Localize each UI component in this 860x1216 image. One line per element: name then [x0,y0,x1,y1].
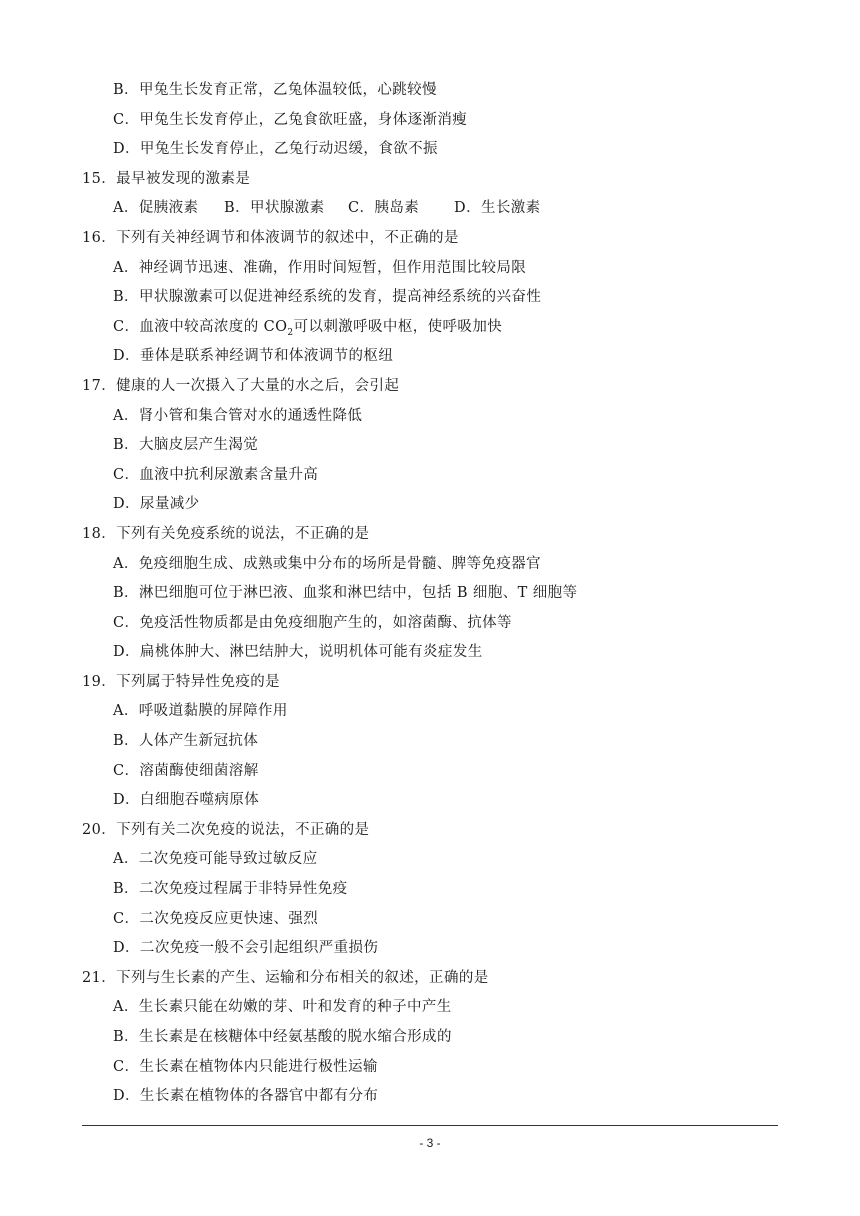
q15-option-b: B．甲状腺激素 [224,200,325,217]
q21-option-c: C．生长素在植物体内只能进行极性运输 [113,1058,378,1075]
q14-option-c: C．甲兔生长发育停止，乙兔食欲旺盛，身体逐渐消瘦 [113,111,468,128]
q15-option-c: C．胰岛素 [348,200,420,217]
q20-option-d: D．二次免疫一般不会引起组织严重损伤 [113,940,379,957]
q21-option-d: D．生长素在植物体的各器官中都有分布 [113,1088,379,1105]
q17-option-a: A．肾小管和集合管对水的通透性降低 [113,407,363,424]
q16-option-c [0,313,860,343]
q19-option-b: B．人体产生新冠抗体 [113,733,259,750]
q16-stem: 16．下列有关神经调节和体液调节的叙述中，不正确的是 [82,229,459,246]
footer-divider [82,1125,778,1126]
q17-option-d: D．尿量减少 [113,496,200,513]
q16-option-a: A．神经调节迅速、准确，作用时间短暂，但作用范围比较局限 [113,259,527,276]
q21-stem: 21．下列与生长素的产生、运输和分布相关的叙述，正确的是 [82,969,489,986]
q15-options [0,194,860,224]
q19-option-c: C．溶菌酶使细菌溶解 [113,762,259,779]
q15-option-a: A．促胰液素 [113,200,199,217]
q17-option-c: C．血液中抗利尿激素含量升高 [113,466,319,483]
q19-stem: 19．下列属于特异性免疫的是 [82,673,281,690]
q20-option-a: A．二次免疫可能导致过敏反应 [113,851,318,868]
q18-option-d: D．扁桃体肿大、淋巴结肿大，说明机体可能有炎症发生 [113,644,483,661]
q20-stem: 20．下列有关二次免疫的说法，不正确的是 [82,821,370,838]
q17-stem: 17．健康的人一次摄入了大量的水之后，会引起 [82,377,400,394]
q16-option-c-text: C．血液中较高浓度的 CO [113,318,288,335]
q18-option-b: B．淋巴细胞可位于淋巴液、血浆和淋巴结中，包括 B 细胞、T 细胞等 [113,585,578,602]
q17-option-b: B．大脑皮层产生渴觉 [113,437,259,454]
q18-option-a: A．免疫细胞生成、成熟或集中分布的场所是骨髓、脾等免疫器官 [113,555,542,572]
q18-option-c: C．免疫活性物质都是由免疫细胞产生的，如溶菌酶、抗体等 [113,614,512,631]
q16-option-c-subscript: 2 [287,327,294,338]
q14-option-b: B．甲兔生长发育正常，乙兔体温较低，心跳较慢 [113,82,437,98]
q14-option-d: D．甲兔生长发育停止，乙兔行动迟缓，食欲不振 [113,141,438,158]
page-number: - 3 - [419,1136,441,1150]
q19-option-d: D．白细胞吞噬病原体 [113,792,260,809]
q18-stem: 18．下列有关免疫系统的说法，不正确的是 [82,525,370,542]
q20-option-c: C．二次免疫反应更快速、强烈 [113,910,319,927]
q21-option-a: A．生长素只能在幼嫩的芽、叶和发育的种子中产生 [113,999,452,1016]
q19-option-a: A．呼吸道黏膜的屏障作用 [113,703,288,720]
q16-option-b: B．甲状腺激素可以促进神经系统的发育，提高神经系统的兴奋性 [113,289,542,306]
q15-option-d: D．生长激素 [454,200,541,217]
q20-option-b: B．二次免疫过程属于非特异性免疫 [113,881,348,898]
q15-stem: 15．最早被发现的激素是 [82,170,251,187]
q16-option-c-tail: 可以刺激呼吸中枢，使呼吸加快 [293,318,503,335]
q16-option-d: D．垂体是联系神经调节和体液调节的枢纽 [113,348,394,365]
q21-option-b: B．生长素是在核糖体中经氨基酸的脱水缩合形成的 [113,1029,452,1045]
question-list [0,76,860,1112]
